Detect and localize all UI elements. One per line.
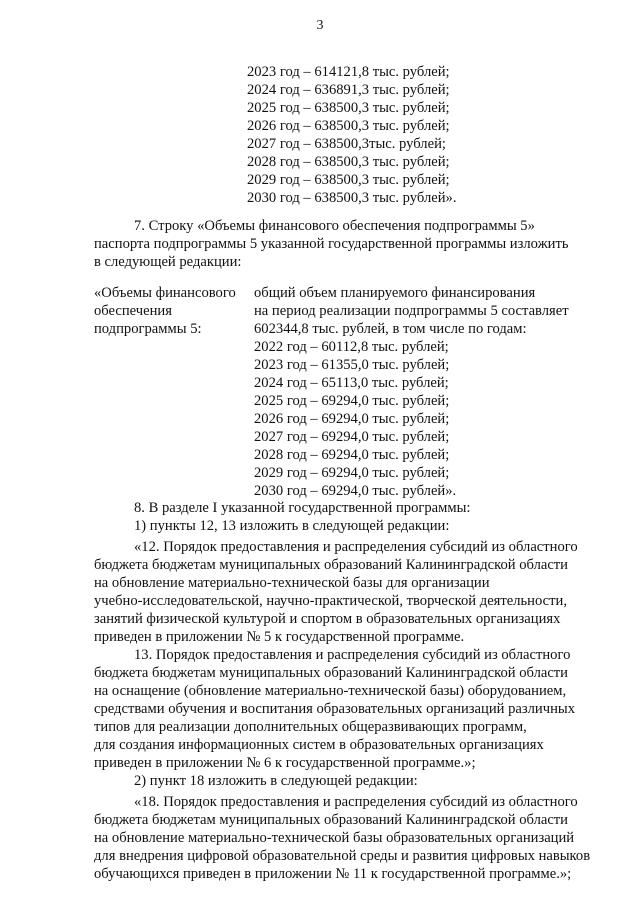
funding-year-line: 2026 год – 638500,3 тыс. рублей; — [247, 118, 450, 134]
table-right-line: 602344,8 тыс. рублей, в том числе по годам: — [254, 321, 527, 337]
funding-year-line: 2030 год – 638500,3 тыс. рублей». — [247, 190, 457, 206]
funding-year-line: 2027 год – 638500,3тыс. рублей; — [247, 136, 446, 152]
paragraph-line: для внедрения цифровой образовательной среды и развития цифровых навыков — [94, 848, 591, 864]
paragraph-line: бюджета бюджетам муниципальных образований Калининградской области — [94, 665, 568, 681]
page-number: 3 — [316, 18, 324, 33]
table-year-line: 2029 год – 69294,0 тыс. рублей; — [254, 465, 450, 481]
table-right-line: общий объем планируемого финансирования — [254, 285, 536, 301]
table-year-line: 2026 год – 69294,0 тыс. рублей; — [254, 411, 450, 427]
table-year-line: 2023 год – 61355,0 тыс. рублей; — [254, 357, 450, 373]
funding-year-line: 2024 год – 636891,3 тыс. рублей; — [247, 82, 450, 98]
paragraph-line: «12. Порядок предоставления и распределения субсидий из областного — [134, 539, 578, 555]
paragraph-line: «18. Порядок предоставления и распределения субсидий из областного — [134, 794, 578, 810]
paragraph-line: приведен в приложении № 6 к государственной программе.»; — [94, 755, 476, 771]
paragraph-line: бюджета бюджетам муниципальных образований Калининградской области — [94, 557, 568, 573]
paragraph-line: на обновление материально-технической базы образовательных организаций — [94, 830, 575, 846]
paragraph-line: бюджета бюджетам муниципальных образований Калининградской области — [94, 812, 568, 828]
table-left-line: «Объемы финансового — [94, 285, 236, 301]
funding-year-line: 2029 год – 638500,3 тыс. рублей; — [247, 172, 450, 188]
paragraph-line: на оснащение (обновление материально-технической базы) оборудованием, — [94, 683, 567, 699]
paragraph-line: учебно-исследовательской, научно-практической, творческой деятельности, — [94, 593, 567, 609]
paragraph-line: паспорта подпрограммы 5 указанной государственной программы изложить — [94, 236, 569, 252]
paragraph-line: типов для реализации дополнительных общеразвивающих программ, — [94, 719, 527, 735]
paragraph-line: для создания информационных систем в образовательных организациях — [94, 737, 544, 753]
table-year-line: 2025 год – 69294,0 тыс. рублей; — [254, 393, 450, 409]
paragraph-line: приведен в приложении № 5 к государственной программе. — [94, 629, 465, 645]
funding-year-line: 2028 год – 638500,3 тыс. рублей; — [247, 154, 450, 170]
table-left-line: обеспечения — [94, 303, 172, 319]
table-left-line: подпрограммы 5: — [94, 321, 202, 337]
paragraph-line: 13. Порядок предоставления и распределения субсидий из областного — [134, 647, 571, 663]
table-year-line: 2027 год – 69294,0 тыс. рублей; — [254, 429, 450, 445]
item-8-heading: 8. В разделе I указанной государственной программы: — [134, 500, 471, 516]
paragraph-line: 7. Строку «Объемы финансового обеспечения подпрограммы 5» — [134, 218, 535, 234]
paragraph-line: обучающихся приведен в приложении № 11 к государственной программе.»; — [94, 866, 572, 882]
funding-year-line: 2023 год – 614121,8 тыс. рублей; — [247, 64, 450, 80]
table-year-line: 2028 год – 69294,0 тыс. рублей; — [254, 447, 450, 463]
paragraph-line: в следующей редакции: — [94, 254, 242, 270]
funding-year-line: 2025 год – 638500,3 тыс. рублей; — [247, 100, 450, 116]
subitem-1: 1) пункты 12, 13 изложить в следующей редакции: — [134, 518, 450, 534]
paragraph-line: средствами обучения и воспитания образовательных организаций различных — [94, 701, 575, 717]
table-year-line: 2024 год – 65113,0 тыс. рублей; — [254, 375, 449, 391]
paragraph-line: на обновление материально-технической базы для организации — [94, 575, 490, 591]
table-year-line: 2022 год – 60112,8 тыс. рублей; — [254, 339, 449, 355]
table-year-line: 2030 год – 69294,0 тыс. рублей». — [254, 483, 457, 499]
paragraph-line: занятий физической культурой и спортом в образовательных организациях — [94, 611, 561, 627]
table-right-line: на период реализации подпрограммы 5 составляет — [254, 303, 569, 319]
subitem-2: 2) пункт 18 изложить в следующей редакции: — [134, 773, 418, 789]
